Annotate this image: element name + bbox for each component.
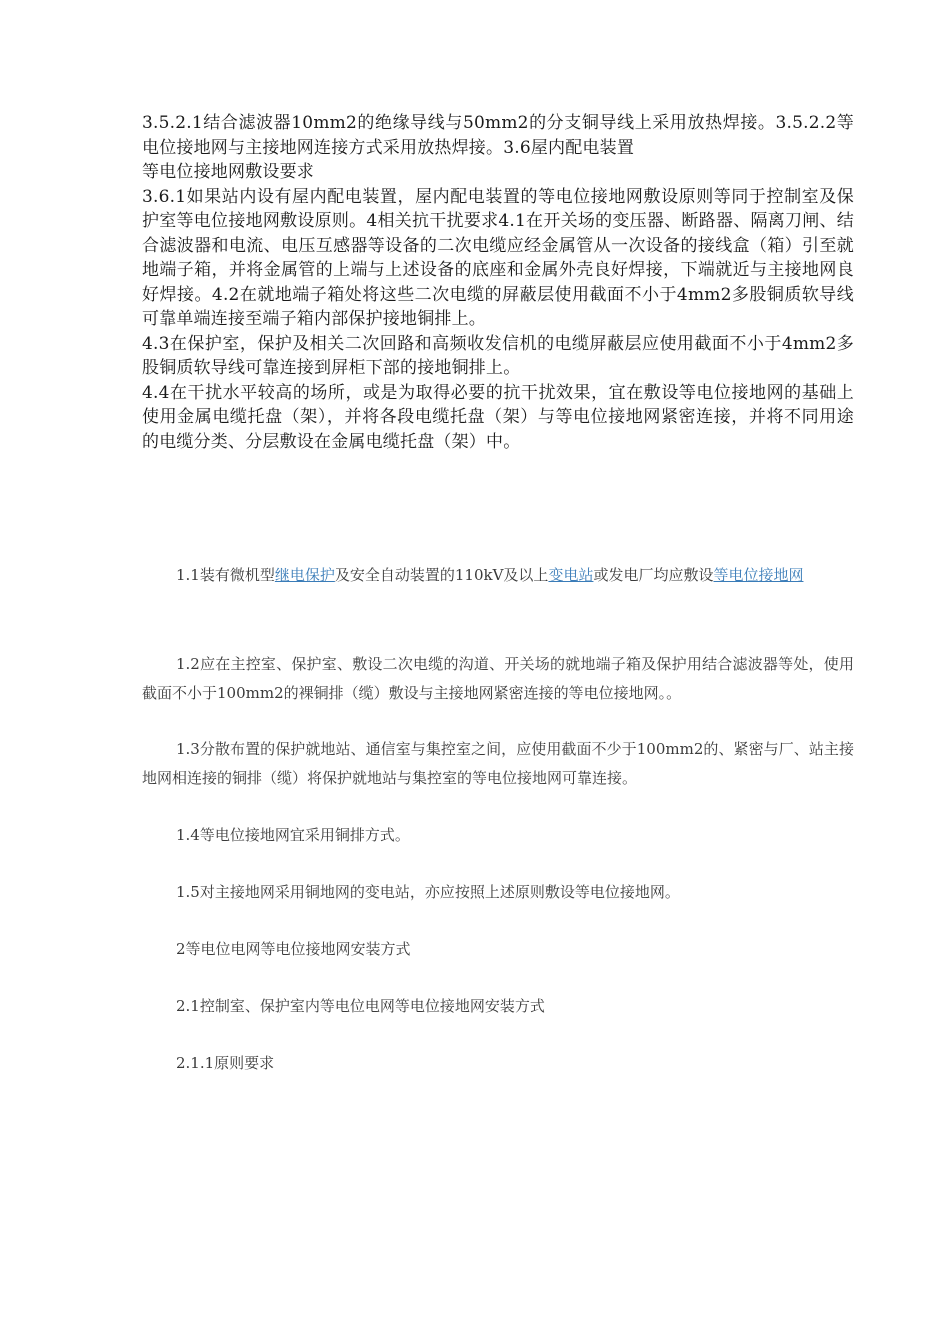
section-1-1-text-a: 1.1装有微机型: [176, 566, 275, 584]
paragraph-4-4: 4.4在干扰水平较高的场所，或是为取得必要的抗干扰效果，宜在敷设等电位接地网的基础上使用金属电缆托盘（架），并将各段电缆托盘（架）与等电位接地网紧密连接，并将不同用途的电缆分类、分层敷设在金属电缆托盘（架）中。: [142, 382, 854, 452]
link-relay-protection[interactable]: 继电保护: [274, 566, 335, 584]
section-1-2: 1.2应在主控室、保护室、敷设二次电缆的沟道、开关场的就地端子箱及保护用结合滤波器等处，使用截面不小于100mm2的裸铜排（缆）敷设与主接地网紧密连接的等电位接地网。。: [142, 655, 854, 702]
section-2-1-1: 2.1.1原则要求: [176, 1054, 275, 1072]
link-substation[interactable]: 变电站: [548, 566, 594, 584]
section-2: 2等电位电网等电位接地网安装方式: [176, 940, 411, 958]
paragraph-3-5-2: 3.5.2.1结合滤波器10mm2的绝缘导线与50mm2的分支铜导线上采用放热焊接。3.5.2.2等电位接地网与主接地网连接方式采用放热焊接。3.6屋内配电装置: [142, 113, 854, 158]
section-1-4: 1.4等电位接地网宜采用铜排方式。: [176, 826, 410, 844]
link-equipotential-grounding-grid[interactable]: 等电位接地网: [713, 566, 804, 584]
section-1-1: [142, 561, 854, 590]
paragraph-3-6-1: 3.6.1如果站内设有屋内配电装置，屋内配电装置的等电位接地网敷设原则等同于控制室及保护室等电位接地网敷设原则。4相关抗干扰要求4.1在开关场的变压器、断路器、隔离刀闸、结合滤波器和电流、电压互感器等设备的二次电缆应经金属管从一次设备的接线盒（箱）引至就地端子箱，并将金属管的上端与上述设备的底座和金属外壳良好焊接，下端就近与主接地网良好焊接。4.2在就地端子箱处将这些二次电缆的屏蔽层使用截面不小于4mm2多股铜质软导线可靠单端连接至端子箱内部保护接地铜排上。: [142, 186, 854, 329]
section-1-5: 1.5对主接地网采用铜地网的变电站，亦应按照上述原则敷设等电位接地网。: [176, 883, 680, 901]
section-1-1-text-b: 及安全自动装置的110kV及以上: [334, 566, 549, 584]
paragraph-4-3: 4.3在保护室，保护及相关二次回路和高频收发信机的电缆屏蔽层应使用截面不小于4mm2多股铜质软导线可靠连接到屏柜下部的接地铜排上。: [142, 333, 854, 378]
top-text-block: [142, 111, 854, 454]
section-1-1-text-c: 或发电厂均应敷设: [593, 566, 714, 584]
paragraph-3-6-heading: 等电位接地网敷设要求: [142, 162, 314, 182]
section-2-1: 2.1控制室、保护室内等电位电网等电位接地网安装方式: [176, 997, 545, 1015]
section-1-3: 1.3分散布置的保护就地站、通信室与集控室之间，应使用截面不少于100mm2的、紧密与厂、站主接地网相连接的铜排（缆）将保护就地站与集控室的等电位接地网可靠连接。: [142, 740, 854, 787]
